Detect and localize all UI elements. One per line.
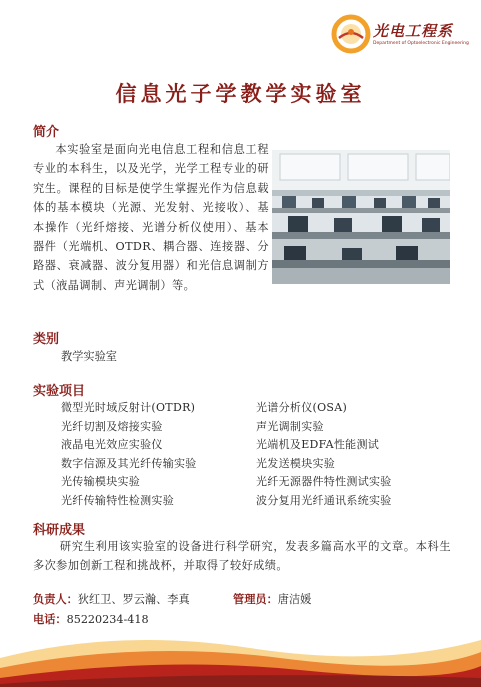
list-item: 光纤切割及熔接实验 <box>61 419 163 433</box>
manager-contact <box>233 591 311 607</box>
logo-subtitle: Department of Optoelectronic Engineering <box>373 41 469 46</box>
intro-text: 本实验室是面向光电信息工程和信息工程专业的本科生，以及光学，光学工程专业的研究生。课程的目标是使学生掌握光作为信息载体的基本模块（光源、光发射、光接收）、基本操作（光纤熔接、光谱分析仪使用）、基本器件（光端机、OTDR、耦合器、连接器、分路器、衰减器、波分复用器）和光信息调制方式（液晶调制、声光调制）等。 <box>33 143 269 292</box>
manager-value: 唐洁媛 <box>277 593 312 606</box>
projects-list-left <box>61 399 197 511</box>
list-item: 光纤无源器件特性测试实验 <box>256 475 392 489</box>
list-item: 光谱分析仪(OSA) <box>256 401 348 414</box>
phone-value: 85220234-418 <box>66 613 149 626</box>
list-item: 液晶电光效应实验仪 <box>61 438 163 452</box>
list-item: 光端机及EDFA性能测试 <box>256 438 380 452</box>
list-item: 微型光时域反射计(OTDR) <box>61 401 196 414</box>
intro-heading: 简介 <box>33 125 60 140</box>
lab-photo <box>272 150 450 284</box>
logo-emblem-icon <box>331 14 371 54</box>
list-item: 光发送模块实验 <box>256 456 336 470</box>
lead-label: 负责人： <box>33 593 78 606</box>
list-item: 波分复用光纤通讯系统实验 <box>256 493 392 507</box>
list-item: 光传输模块实验 <box>61 475 141 489</box>
phone-label: 电话： <box>33 613 67 626</box>
projects-heading: 实验项目 <box>33 384 86 399</box>
list-item: 声光调制实验 <box>256 419 324 433</box>
logo-name: 光电工程系 <box>373 22 454 40</box>
lead-value: 狄红卫、罗云瀚、李真 <box>77 593 190 606</box>
decorative-wave <box>0 618 481 687</box>
category-value: 教学实验室 <box>61 350 117 363</box>
manager-label: 管理员： <box>233 593 278 606</box>
projects-list-right <box>256 399 392 511</box>
lead-contact <box>33 591 190 607</box>
department-logo <box>331 14 471 58</box>
page-title: 信息光子学教学实验室 <box>115 81 366 106</box>
list-item: 光纤传输特性检测实验 <box>61 493 174 507</box>
list-item: 数字信源及其光纤传输实验 <box>61 456 197 470</box>
research-text: 研究生利用该实验室的设备进行科学研究，发表多篇高水平的文章。本科生多次参加创新工程和挑战杯，并取得了较好成绩。 <box>33 540 451 572</box>
research-heading: 科研成果 <box>33 523 86 538</box>
category-heading: 类别 <box>33 332 60 347</box>
